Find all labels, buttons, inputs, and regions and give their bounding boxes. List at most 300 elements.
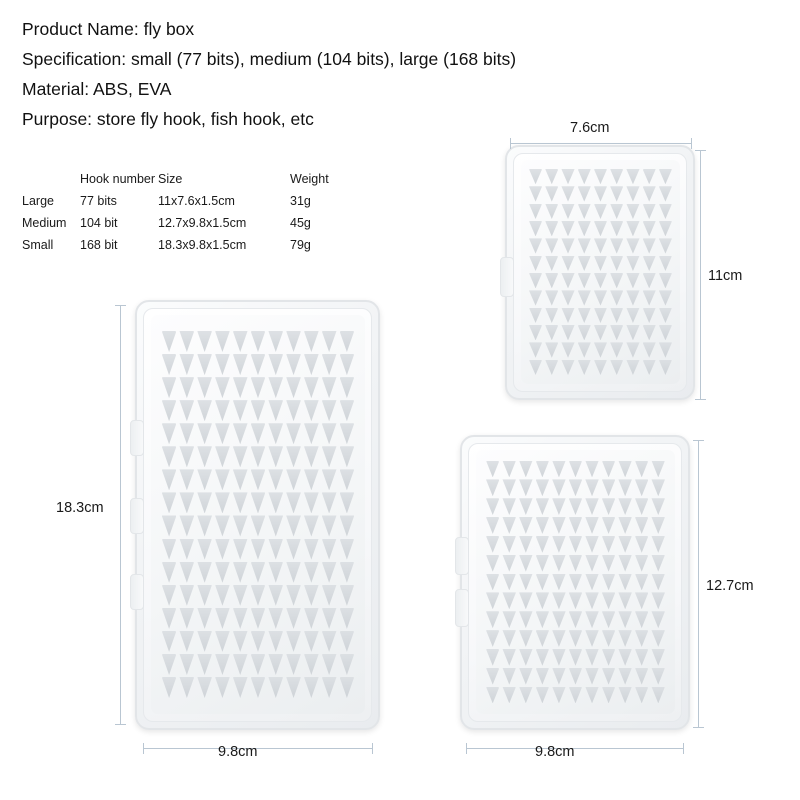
foam-slit (594, 204, 607, 219)
foam-slit (179, 608, 194, 629)
foam-slit (635, 649, 649, 666)
foam-slit (162, 562, 177, 583)
foam-slit (569, 536, 583, 553)
foam-slit (268, 608, 283, 629)
foam-slit (536, 611, 550, 628)
foam-slit (618, 649, 632, 666)
foam-slit (179, 400, 194, 421)
foam-slit (552, 687, 566, 704)
large-box-hinge-bottom (130, 574, 144, 610)
foam-slit (233, 423, 248, 444)
foam-slit (233, 539, 248, 560)
foam-slit (643, 204, 656, 219)
foam-slit (578, 360, 591, 375)
foam-slit (536, 649, 550, 666)
foam-slit (561, 308, 574, 323)
foam-slit (251, 654, 266, 675)
foam-slit (322, 654, 337, 675)
foam-slit (286, 492, 301, 513)
foam-slit (651, 668, 665, 685)
large-box-foam-slits (162, 331, 355, 698)
foam-slit (618, 687, 632, 704)
foam-slit (626, 238, 639, 253)
foam-slit (197, 423, 212, 444)
foam-slit (561, 256, 574, 271)
foam-slit (215, 654, 230, 675)
foam-slit (561, 186, 574, 201)
foam-slit (610, 186, 623, 201)
foam-slit (162, 608, 177, 629)
foam-slit (233, 677, 248, 698)
foam-slit (286, 562, 301, 583)
foam-slit (651, 611, 665, 628)
foam-slit (529, 342, 542, 357)
table-cell-size: 11x7.6x1.5cm (158, 194, 235, 208)
foam-slit (251, 377, 266, 398)
foam-slit (545, 273, 558, 288)
foam-slit (215, 400, 230, 421)
foam-slit (529, 186, 542, 201)
foam-slit (536, 592, 550, 609)
foam-slit (585, 687, 599, 704)
foam-slit (569, 668, 583, 685)
foam-slit (304, 354, 319, 375)
foam-slit (602, 611, 616, 628)
foam-slit (635, 630, 649, 647)
foam-slit (594, 325, 607, 340)
foam-slit (197, 469, 212, 490)
foam-slit (322, 677, 337, 698)
foam-slit (179, 585, 194, 606)
foam-slit (594, 308, 607, 323)
table-row (22, 190, 350, 212)
medium-box-foam-slits (486, 461, 665, 704)
foam-slit (602, 630, 616, 647)
foam-slit (286, 608, 301, 629)
medium-box-height-label: 12.7cm (706, 578, 754, 594)
foam-slit (251, 446, 266, 467)
foam-slit (578, 204, 591, 219)
foam-slit (233, 585, 248, 606)
foam-slit (268, 377, 283, 398)
foam-slit (304, 469, 319, 490)
foam-slit (304, 492, 319, 513)
foam-slit (610, 169, 623, 184)
foam-slit (585, 630, 599, 647)
foam-slit (486, 630, 500, 647)
foam-slit (502, 536, 516, 553)
foam-slit (268, 354, 283, 375)
foam-slit (502, 479, 516, 496)
foam-slit (578, 308, 591, 323)
foam-slit (569, 611, 583, 628)
foam-slit (635, 611, 649, 628)
foam-slit (286, 331, 301, 352)
foam-slit (626, 273, 639, 288)
foam-slit (340, 377, 355, 398)
foam-slit (626, 256, 639, 271)
foam-slit (536, 517, 550, 534)
foam-slit (643, 256, 656, 271)
foam-slit (322, 562, 337, 583)
foam-slit (268, 585, 283, 606)
foam-slit (519, 461, 533, 478)
foam-slit (340, 469, 355, 490)
foam-slit (502, 611, 516, 628)
foam-slit (322, 354, 337, 375)
foam-slit (502, 574, 516, 591)
foam-slit (340, 492, 355, 513)
foam-slit (340, 654, 355, 675)
foam-slit (626, 204, 639, 219)
foam-slit (322, 515, 337, 536)
foam-slit (552, 517, 566, 534)
foam-slit (578, 325, 591, 340)
foam-slit (340, 400, 355, 421)
foam-slit (643, 308, 656, 323)
foam-slit (340, 423, 355, 444)
foam-slit (651, 536, 665, 553)
foam-slit (569, 461, 583, 478)
foam-slit (286, 354, 301, 375)
foam-slit (610, 308, 623, 323)
foam-slit (215, 677, 230, 698)
foam-slit (585, 668, 599, 685)
foam-slit (233, 354, 248, 375)
medium-box-height-dimension-line (698, 440, 699, 728)
foam-slit (552, 611, 566, 628)
foam-slit (659, 290, 672, 305)
foam-slit (322, 631, 337, 652)
foam-slit (215, 585, 230, 606)
foam-slit (179, 492, 194, 513)
foam-slit (578, 273, 591, 288)
foam-slit (651, 592, 665, 609)
foam-slit (561, 273, 574, 288)
foam-slit (340, 677, 355, 698)
table-cell-size-name: Medium (22, 216, 67, 230)
foam-slit (233, 562, 248, 583)
foam-slit (162, 654, 177, 675)
large-box-height-label: 18.3cm (56, 500, 104, 516)
foam-slit (286, 377, 301, 398)
foam-slit (618, 574, 632, 591)
foam-slit (162, 631, 177, 652)
foam-slit (545, 360, 558, 375)
foam-slit (179, 446, 194, 467)
foam-slit (215, 515, 230, 536)
foam-slit (626, 308, 639, 323)
foam-slit (251, 585, 266, 606)
foam-slit (179, 331, 194, 352)
foam-slit (602, 555, 616, 572)
foam-slit (322, 331, 337, 352)
foam-slit (635, 687, 649, 704)
foam-slit (578, 169, 591, 184)
small-box-foam-tray (521, 160, 680, 384)
foam-slit (594, 169, 607, 184)
foam-slit (536, 498, 550, 515)
foam-slit (659, 221, 672, 236)
small-box-height-label: 11cm (708, 268, 743, 284)
foam-slit (215, 562, 230, 583)
foam-slit (602, 574, 616, 591)
foam-slit (233, 331, 248, 352)
foam-slit (529, 325, 542, 340)
foam-slit (322, 469, 337, 490)
foam-slit (594, 342, 607, 357)
foam-slit (268, 469, 283, 490)
foam-slit (486, 592, 500, 609)
foam-slit (635, 555, 649, 572)
foam-slit (618, 592, 632, 609)
foam-slit (322, 585, 337, 606)
foam-slit (286, 515, 301, 536)
large-fly-box (135, 300, 380, 730)
table-header-weight: Weight (290, 172, 329, 186)
foam-slit (268, 492, 283, 513)
foam-slit (578, 290, 591, 305)
table-header-blank (22, 168, 80, 190)
foam-slit (552, 498, 566, 515)
foam-slit (643, 290, 656, 305)
foam-slit (268, 631, 283, 652)
foam-slit (486, 611, 500, 628)
foam-slit (197, 539, 212, 560)
foam-slit (304, 608, 319, 629)
foam-slit (502, 592, 516, 609)
foam-slit (322, 446, 337, 467)
foam-slit (561, 290, 574, 305)
foam-slit (286, 469, 301, 490)
foam-slit (179, 354, 194, 375)
foam-slit (635, 517, 649, 534)
foam-slit (659, 186, 672, 201)
foam-slit (602, 668, 616, 685)
foam-slit (162, 400, 177, 421)
foam-slit (578, 221, 591, 236)
foam-slit (304, 585, 319, 606)
foam-slit (197, 446, 212, 467)
foam-slit (251, 492, 266, 513)
foam-slit (179, 631, 194, 652)
table-cell-hook-number: 104 bit (80, 216, 118, 230)
specification-table (22, 168, 350, 256)
foam-slit (486, 555, 500, 572)
foam-slit (618, 479, 632, 496)
large-box-hinge-top (130, 420, 144, 456)
foam-slit (322, 608, 337, 629)
foam-slit (561, 204, 574, 219)
medium-box-hinge-top (455, 537, 469, 575)
foam-slit (197, 400, 212, 421)
foam-slit (594, 290, 607, 305)
foam-slit (322, 400, 337, 421)
foam-slit (251, 423, 266, 444)
foam-slit (626, 290, 639, 305)
foam-slit (569, 479, 583, 496)
table-cell-hook-number: 77 bits (80, 194, 117, 208)
small-fly-box (505, 145, 695, 400)
large-box-width-dimension-line (143, 748, 373, 749)
foam-slit (529, 273, 542, 288)
foam-slit (286, 400, 301, 421)
foam-slit (602, 687, 616, 704)
foam-slit (162, 515, 177, 536)
medium-box-hinge-bottom (455, 589, 469, 627)
foam-slit (552, 649, 566, 666)
foam-slit (659, 342, 672, 357)
foam-slit (594, 186, 607, 201)
foam-slit (179, 515, 194, 536)
foam-slit (162, 354, 177, 375)
table-cell-weight: 79g (290, 238, 311, 252)
foam-slit (659, 308, 672, 323)
foam-slit (552, 479, 566, 496)
spec-line-product-name: Product Name: fly box (22, 19, 195, 39)
foam-slit (626, 325, 639, 340)
table-cell-weight: 31g (290, 194, 311, 208)
foam-slit (502, 498, 516, 515)
foam-slit (519, 630, 533, 647)
foam-slit (594, 256, 607, 271)
foam-slit (594, 273, 607, 288)
foam-slit (215, 492, 230, 513)
foam-slit (529, 308, 542, 323)
foam-slit (179, 377, 194, 398)
foam-slit (286, 423, 301, 444)
spec-line-purpose: Purpose: store fly hook, fish hook, etc (22, 109, 314, 129)
foam-slit (340, 354, 355, 375)
foam-slit (529, 256, 542, 271)
foam-slit (529, 238, 542, 253)
foam-slit (635, 574, 649, 591)
foam-slit (215, 377, 230, 398)
foam-slit (162, 446, 177, 467)
foam-slit (215, 631, 230, 652)
foam-slit (162, 492, 177, 513)
foam-slit (304, 562, 319, 583)
foam-slit (536, 574, 550, 591)
foam-slit (233, 446, 248, 467)
table-cell-hook-number: 168 bit (80, 238, 118, 252)
product-spec-block (22, 14, 682, 134)
foam-slit (286, 539, 301, 560)
foam-slit (659, 169, 672, 184)
foam-slit (162, 539, 177, 560)
foam-slit (486, 574, 500, 591)
foam-slit (635, 592, 649, 609)
foam-slit (519, 574, 533, 591)
foam-slit (233, 515, 248, 536)
foam-slit (585, 479, 599, 496)
foam-slit (536, 668, 550, 685)
foam-slit (594, 221, 607, 236)
foam-slit (215, 608, 230, 629)
foam-slit (635, 668, 649, 685)
foam-slit (340, 515, 355, 536)
foam-slit (552, 461, 566, 478)
foam-slit (304, 654, 319, 675)
foam-slit (268, 423, 283, 444)
foam-slit (268, 331, 283, 352)
foam-slit (561, 238, 574, 253)
large-box-foam-tray (151, 315, 365, 714)
foam-slit (651, 517, 665, 534)
foam-slit (502, 649, 516, 666)
foam-slit (162, 423, 177, 444)
foam-slit (486, 536, 500, 553)
foam-slit (643, 273, 656, 288)
foam-slit (519, 517, 533, 534)
foam-slit (643, 238, 656, 253)
foam-slit (304, 377, 319, 398)
small-box-width-label: 7.6cm (570, 120, 610, 136)
foam-slit (545, 204, 558, 219)
large-box-height-dimension-line (120, 305, 121, 725)
foam-slit (286, 631, 301, 652)
foam-slit (585, 498, 599, 515)
foam-slit (233, 469, 248, 490)
foam-slit (268, 562, 283, 583)
foam-slit (486, 649, 500, 666)
foam-slit (519, 668, 533, 685)
foam-slit (602, 498, 616, 515)
medium-box-width-dimension-line (466, 748, 684, 749)
foam-slit (578, 256, 591, 271)
table-cell-size: 18.3x9.8x1.5cm (158, 238, 247, 252)
foam-slit (519, 555, 533, 572)
foam-slit (215, 331, 230, 352)
foam-slit (179, 562, 194, 583)
foam-slit (286, 446, 301, 467)
foam-slit (545, 325, 558, 340)
foam-slit (304, 631, 319, 652)
foam-slit (322, 539, 337, 560)
foam-slit (643, 342, 656, 357)
foam-slit (233, 654, 248, 675)
foam-slit (651, 649, 665, 666)
foam-slit (659, 360, 672, 375)
foam-slit (162, 331, 177, 352)
foam-slit (197, 585, 212, 606)
foam-slit (610, 342, 623, 357)
foam-slit (569, 649, 583, 666)
foam-slit (536, 555, 550, 572)
foam-slit (585, 649, 599, 666)
foam-slit (618, 536, 632, 553)
foam-slit (536, 687, 550, 704)
medium-box-foam-tray (476, 450, 675, 714)
small-box-foam-slits (529, 169, 672, 375)
foam-slit (251, 562, 266, 583)
foam-slit (179, 469, 194, 490)
foam-slit (162, 677, 177, 698)
foam-slit (643, 221, 656, 236)
foam-slit (545, 186, 558, 201)
foam-slit (268, 400, 283, 421)
foam-slit (659, 204, 672, 219)
foam-slit (179, 677, 194, 698)
foam-slit (578, 342, 591, 357)
foam-slit (651, 498, 665, 515)
foam-slit (585, 461, 599, 478)
foam-slit (251, 608, 266, 629)
foam-slit (251, 515, 266, 536)
foam-slit (304, 423, 319, 444)
foam-slit (602, 479, 616, 496)
foam-slit (561, 342, 574, 357)
